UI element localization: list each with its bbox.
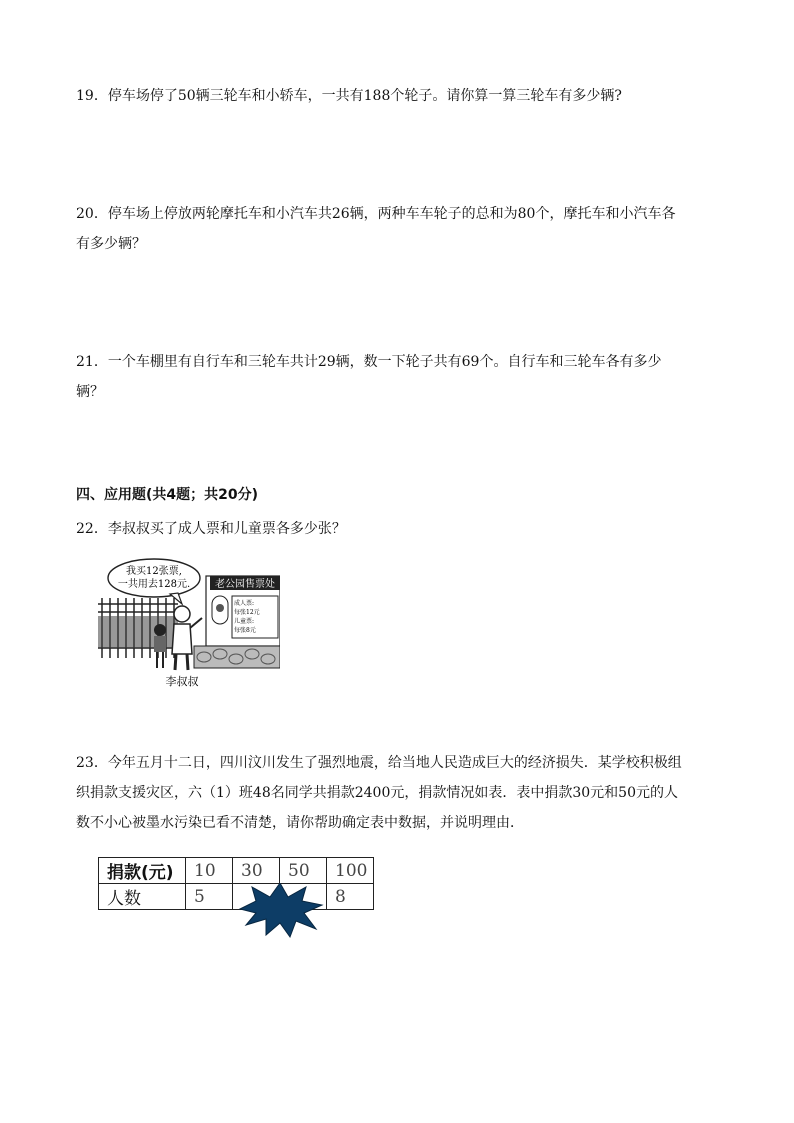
question-20-line-2: 有多少辆？ — [76, 236, 146, 252]
speech-bubble — [108, 559, 200, 597]
stone-wall — [194, 646, 280, 668]
question-23-line-1: 23．今年五月十二日，四川汶川发生了强烈地震，给当地人民造成巨大的经济损失．某学校积极组 — [76, 755, 682, 771]
table-cell: 50 — [280, 858, 327, 884]
table-cell: 100 — [327, 858, 374, 884]
table-header-amount: 捐款(元) — [99, 858, 186, 884]
ticket-booth-illustration — [98, 558, 280, 688]
cashier — [216, 604, 224, 612]
question-20-line-1: 20．停车场上停放两轮摩托车和小汽车共26辆，两种车车轮子的总和为80个，摩托车和小汽车各 — [76, 206, 676, 222]
speech-bubble-tail — [170, 593, 182, 604]
table-cell: 5 — [186, 884, 233, 910]
question-22: 22．李叔叔买了成人票和儿童票各多少张？ — [76, 521, 346, 537]
table-cell: 8 — [327, 884, 374, 910]
question-23-line-3: 数不小心被墨水污染已看不清楚，请你帮助确定表中数据，并说明理由． — [76, 815, 524, 831]
question-21-line-2: 辆？ — [76, 384, 104, 400]
question-19: 19．停车场停了50辆三轮车和小轿车，一共有188个轮子。请你算一算三轮车有多少辆? — [76, 88, 622, 104]
child-figure — [154, 624, 166, 668]
table-cell: 30 — [233, 858, 280, 884]
ink-blot — [238, 883, 324, 939]
table-row — [99, 858, 374, 884]
price-line-2: 每张12元 — [234, 609, 260, 616]
question-21-line-1: 21．一个车棚里有自行车和三轮车共计29辆，数一下轮子共有69个。自行车和三轮车各有多少 — [76, 354, 662, 370]
price-line-1: 成人票: — [234, 600, 255, 607]
speech-line-1: 我买12张票, — [126, 566, 182, 577]
section-4-title: 四、应用题(共4题；共20分) — [76, 487, 259, 503]
donation-table — [98, 857, 374, 910]
table-cell: 10 — [186, 858, 233, 884]
table-header-people: 人数 — [99, 884, 186, 910]
table-row — [99, 884, 374, 910]
booth-sign-text: 老公园售票处 — [215, 579, 275, 590]
question-23-line-2: 织捐款支援灾区，六（1）班48名同学共捐款2400元，捐款情况如表．表中捐款30元和50元的人 — [76, 785, 678, 801]
figure-caption: 李叔叔 — [165, 675, 199, 688]
price-line-3: 儿童票: — [234, 618, 255, 625]
speech-line-2: 一共用去128元. — [117, 579, 191, 590]
price-line-4: 每张8元 — [234, 627, 256, 634]
